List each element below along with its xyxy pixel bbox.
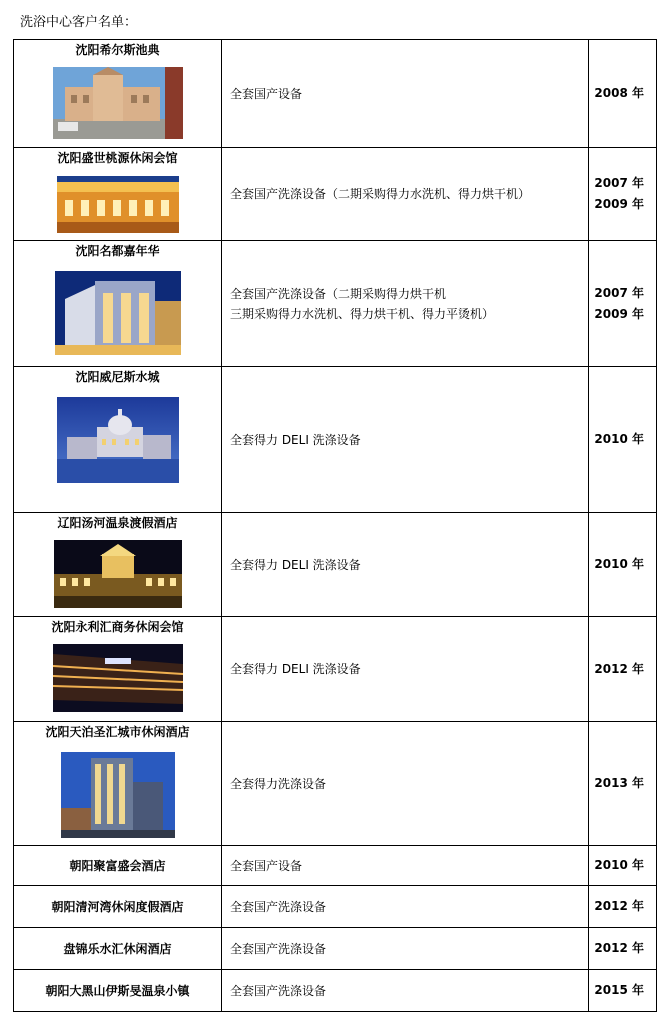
equipment-description: 全套国产设备: [222, 846, 589, 886]
equipment-description: 全套得力 DELI 洗涤设备: [222, 513, 589, 617]
table-row: [14, 722, 657, 846]
client-table: [13, 39, 657, 1012]
building-photo: [53, 644, 183, 712]
table-row: [14, 241, 657, 367]
client-name: 沈阳永利汇商务休闲会馆: [51, 620, 184, 634]
purchase-year: 2010 年: [589, 367, 657, 513]
page-heading: 洗浴中心客户名单：: [20, 15, 138, 30]
purchase-year: 2008 年: [589, 40, 657, 148]
client-name: 沈阳天泊圣汇城市休闲酒店: [45, 725, 190, 739]
equipment-description: 全套国产洗涤设备: [222, 928, 589, 970]
purchase-year: 2015 年: [589, 970, 657, 1012]
table-row: [14, 886, 657, 928]
client-name-cell: [14, 886, 222, 928]
equipment-description: 全套得力 DELI 洗涤设备: [222, 367, 589, 513]
client-name: 沈阳名都嘉年华: [75, 244, 160, 258]
client-name: 盘锦乐水汇休闲酒店: [63, 941, 172, 956]
table-row: [14, 970, 657, 1012]
client-name: 沈阳威尼斯水城: [75, 370, 160, 384]
table-row: [14, 513, 657, 617]
client-name-cell: [14, 928, 222, 970]
purchase-year: 2013 年: [589, 722, 657, 846]
client-name-cell: [14, 148, 222, 241]
client-name: 朝阳大黑山伊斯旻温泉小镇: [45, 983, 190, 998]
client-name-cell: [14, 40, 222, 148]
equipment-description: 全套得力 DELI 洗涤设备: [222, 617, 589, 722]
table-row: [14, 617, 657, 722]
table-row: [14, 846, 657, 886]
client-name-cell: [14, 617, 222, 722]
client-name: 朝阳聚富盛会酒店: [69, 858, 166, 873]
equipment-description: 全套国产洗涤设备（二期采购得力烘干机 三期采购得力水洗机、得力烘干机、得力平烫机）: [222, 241, 589, 367]
purchase-year: 2012 年: [589, 928, 657, 970]
building-photo: [54, 540, 182, 608]
equipment-description: 全套国产洗涤设备: [222, 970, 589, 1012]
client-name: 朝阳清河湾休闲度假酒店: [51, 899, 184, 914]
client-name-cell: [14, 367, 222, 513]
equipment-description: 全套国产洗涤设备（二期采购得力水洗机、得力烘干机）: [222, 148, 589, 241]
purchase-year: 2012 年: [589, 617, 657, 722]
client-name-cell: [14, 846, 222, 886]
equipment-description: 全套国产洗涤设备: [222, 886, 589, 928]
building-photo: [53, 67, 183, 139]
table-row: [14, 367, 657, 513]
purchase-year: 2010 年: [589, 513, 657, 617]
table-row: [14, 148, 657, 241]
table-row: [14, 928, 657, 970]
building-photo: [55, 271, 181, 355]
equipment-description: 全套得力洗涤设备: [222, 722, 589, 846]
client-name: 沈阳希尔斯池典: [75, 43, 160, 57]
client-name-cell: [14, 970, 222, 1012]
building-photo: [57, 397, 179, 483]
client-name-cell: [14, 722, 222, 846]
client-name: 沈阳盛世桃源休闲会馆: [57, 151, 178, 165]
client-name: 辽阳汤河温泉渡假酒店: [57, 516, 178, 530]
equipment-description: 全套国产设备: [222, 40, 589, 148]
client-name-cell: [14, 513, 222, 617]
purchase-year: 2012 年: [589, 886, 657, 928]
purchase-year: 2007 年 2009 年: [589, 148, 657, 241]
building-photo: [57, 176, 179, 233]
purchase-year: 2007 年 2009 年: [589, 241, 657, 367]
client-name-cell: [14, 241, 222, 367]
building-photo: [61, 752, 175, 838]
table-row: [14, 40, 657, 148]
purchase-year: 2010 年: [589, 846, 657, 886]
